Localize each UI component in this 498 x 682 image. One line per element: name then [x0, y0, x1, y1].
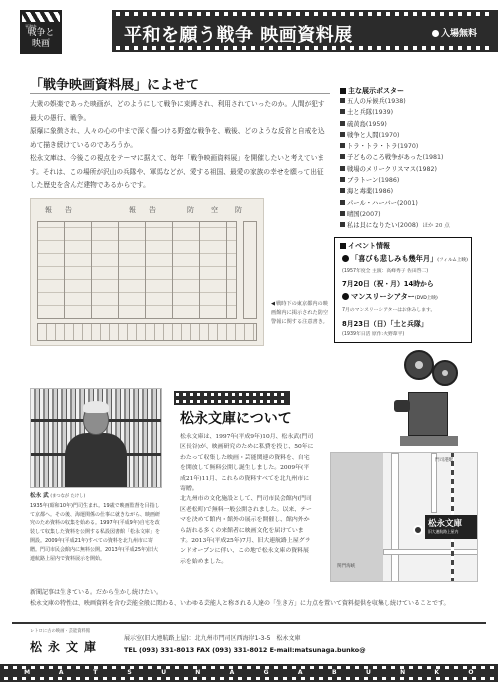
location-sign [425, 515, 477, 539]
person-hair [83, 401, 109, 413]
poster-name: 硫黄島 [347, 120, 366, 128]
circle-bullet-icon [342, 255, 349, 262]
sea-label: 関門海峡 [337, 564, 356, 569]
strip-letter: O [468, 669, 474, 676]
list-item [340, 96, 480, 107]
footer-address: 展示室(旧大連航路上屋)：北九州市門司区西海岸1-3-5 松永文庫 [124, 635, 301, 642]
film-perforation-top [116, 12, 494, 16]
intro-paragraph: 原爆に象徴され、人々の心の中まで深く傷つける野蛮な戦争を、戦後、どのような反省と自戒を込めて描き続けているのであろうか。 [30, 127, 325, 149]
square-bullet-icon [340, 121, 345, 126]
poster-name: ブラトーン [347, 177, 379, 185]
strip-letter: N [195, 669, 201, 676]
square-bullet-icon [340, 109, 345, 114]
poster-name: 戦争と人間 [347, 131, 379, 139]
film-event-tag: (フィルム上映) [437, 258, 468, 263]
intro-divider [30, 93, 330, 94]
poster-name: 晴国 [347, 210, 360, 218]
square-bullet-icon [340, 188, 345, 193]
film-event-detail: (1957年度全 主演：高峰秀子 佐田啓二) [342, 269, 429, 274]
footer-film-strip [0, 664, 498, 682]
strip-letter: K [434, 669, 440, 676]
projector-base [400, 436, 458, 446]
poster-name: パール・ハーバー [347, 199, 397, 207]
poster-year: (1970) [378, 131, 400, 139]
poster-year: (1981) [422, 154, 444, 162]
list-item [340, 220, 480, 232]
badge-line2: 映画 [31, 39, 50, 49]
strip-letter: M [24, 669, 31, 676]
dvd-event-title [342, 292, 472, 302]
list-item [340, 198, 480, 209]
title-film-bar [112, 10, 498, 52]
poster-name: 五人の斥候兵 [347, 98, 385, 105]
person-bio: 1935年(昭和10年)門司生まれ。19歳で映画監督を目指して京都へ。その後、海運関係の仕事に就きながら、映画研究のため資料の収集を始める。1997年(平成9年)自宅を改装して収集した資料を公開する私設図書館「松永文庫」を開設。2009年(平成21年)すべての資料を北九州市に寄贈。門司市民会館内に無料公開。2013年(平成25年)旧大連航路上屋内で資料展示を開始。 [30, 502, 161, 562]
strip-letter: A [58, 669, 64, 676]
closing-note [30, 588, 470, 609]
header [0, 0, 498, 60]
notice-header-char: 防 [235, 206, 248, 214]
notice-footer-band [37, 323, 257, 341]
station-label: 門司港駅 [435, 458, 454, 463]
strip-letter: A [297, 669, 303, 676]
events-heading-text: イベント情報 [348, 242, 390, 250]
badge-text [24, 28, 58, 50]
posters-heading [340, 86, 404, 96]
square-bullet-icon [340, 243, 346, 249]
dvd-event-tag: (DVD上映) [414, 296, 438, 301]
film-event-date: 7月20日（祝・月）14時から [342, 280, 434, 288]
notice-header-char: 空 [211, 206, 224, 214]
map-road [383, 549, 478, 555]
film-perforation-bottom [4, 677, 494, 680]
poster-year: (1986) [378, 177, 400, 185]
notice-table-grid [37, 221, 237, 319]
intro-body [30, 98, 330, 193]
triangle-bullet-icon: ◀ [271, 301, 275, 307]
poster-year: (1939) [372, 109, 394, 117]
footer-contact[interactable]: TEL (093) 331-8013 FAX (093) 331-8012 E-mail:matsunaga.bunko@ [124, 646, 366, 654]
strip-letter: A [229, 669, 235, 676]
about-title: 松永文庫について [180, 411, 292, 427]
footer [0, 622, 498, 682]
about-body [180, 432, 314, 567]
poster-list [340, 96, 480, 233]
intro-paragraph: 大衆の娯楽であった映画が、どのようにして戦争に束縛され、利用されていったのか。人間が犯す最大の愚行、戦争。 [30, 100, 325, 122]
image-caption [271, 300, 331, 327]
strip-letter: T [93, 669, 98, 676]
strip-letter: U [366, 669, 371, 676]
film-perforation-top [176, 393, 288, 396]
about-paragraph: 松永文庫は、1997年(平成9年)10月、松永武(門司区長谷)が、映画研究のために私費を投じ、50年にわたって収集した映画・芸能関連の資料を、自宅を開放して無料公開し誕生しました。2009年(平成21年)11月、これらの資料すべてを北九州市に寄贈。 [180, 434, 314, 493]
strip-letter: G [263, 669, 269, 676]
dvd-event-detail: 7月のマンスリーシアターはお休みします。 [342, 308, 436, 313]
poster-name: 海と毒薬 [347, 188, 373, 196]
dvd-event-sub: (1939年日活 原作:火野葦平) [342, 332, 405, 337]
list-item [340, 130, 480, 141]
location-sign-name: 松永文庫 [428, 519, 463, 529]
poster-name: トラ・トラ・トラ [347, 143, 398, 151]
square-bullet-icon [340, 166, 345, 171]
note-paragraph: 松永文庫の特性は、映画資料を含む芸能全般に関わる、いわゆる芸能人と称される人達の「生き方」に力点を置いて資料提供を収集し続けていることです。 [30, 599, 450, 607]
badge-line1: 戦争と [27, 28, 55, 38]
badge-small-text: 平和を [25, 24, 37, 29]
poster-year: (2007) [359, 210, 381, 218]
person-name: 松永 武 [30, 493, 49, 499]
film-reel-icon [432, 360, 458, 386]
person-figure [65, 433, 127, 488]
intro-title: 「戦争映画資料展」によせて [30, 78, 200, 93]
film-projector-icon [386, 350, 476, 450]
list-item [340, 141, 480, 152]
list-item [340, 119, 480, 130]
list-item [340, 186, 480, 197]
film-event-title [342, 254, 472, 264]
poster-year: (2001) [396, 199, 418, 207]
square-bullet-icon [340, 132, 345, 137]
list-item [340, 209, 480, 220]
air-raid-notice-image [30, 198, 264, 346]
square-bullet-icon [340, 143, 345, 148]
intro-paragraph: 松永文庫は、今後この視点をテーマに据えて、毎年「戦争映画資料展」を開催したいと考えています。それは、この場所が沢山の兵隊や、軍馬などが、愛する祖国、最愛の家族の幸せを願って出征した歴史を含んだ建物であるからです。 [30, 154, 325, 189]
poster-year: (1959) [365, 120, 387, 128]
clapperboard-icon [20, 10, 62, 54]
poster-name: 土と兵隊 [347, 109, 373, 117]
square-bullet-icon [340, 211, 345, 216]
notice-header-char: 報 [45, 206, 58, 214]
map-road [391, 453, 399, 582]
caption-text: 戦時下の東京都内の映画館内に掲示された防空警報に関する注意書き。 [271, 301, 329, 325]
notice-header-char: 報 [129, 206, 142, 214]
about-paragraph: 北九州市の文化施設として、門司市民会館内(門司区老松町)で無料一般公開されました。以来、テーマを決めて館内・館外の展示を開催し、館内外から訪れる多くの来館者に映画文化を届けています。2013年(平成25年)7月、旧大連航路上屋グランドオープンに伴い、この地で松永文庫の資料展示を始めました。 [180, 496, 312, 565]
square-bullet-icon [340, 200, 345, 205]
list-item [340, 164, 480, 175]
square-bullet-icon [340, 154, 345, 159]
film-event-name: 「喜びも悲しみも幾年月」 [351, 254, 438, 263]
projector-body [408, 392, 448, 436]
poster-year: (2008) [397, 222, 419, 230]
list-item [340, 107, 480, 118]
footer-tagline: レトロに古の映画・芸能資料館 [30, 629, 91, 634]
admission-badge [432, 26, 477, 39]
events-heading [340, 241, 390, 251]
poster-year: (1970) [397, 143, 419, 151]
square-bullet-icon [340, 222, 345, 227]
dvd-event-date: 8月23日（日）「土と兵隊」 [342, 320, 428, 328]
poster-note: ほか 20 点 [422, 223, 450, 230]
list-item [340, 175, 480, 186]
location-map [330, 452, 478, 582]
footer-divider [12, 622, 486, 624]
notice-stamp-column [243, 221, 257, 319]
note-paragraph: 新聞記事は生きている。だから生かし続けたい。 [30, 589, 163, 596]
poster-name: 私は貝になりたい [347, 222, 398, 230]
strip-letter: B [332, 669, 337, 676]
notice-header-char: 告 [65, 206, 78, 214]
film-reel-icon [404, 350, 434, 380]
posters-heading-text: 主な展示ポスター [348, 87, 404, 95]
poster-year: (1986) [372, 188, 394, 196]
poster-year: (1982) [416, 165, 437, 173]
poster-name: 子どものころ戦争があった [347, 154, 423, 162]
notice-header [31, 205, 263, 219]
page-title: 平和を願う戦争 映画資料展 [124, 25, 353, 46]
circle-bullet-icon [342, 293, 349, 300]
location-pin-icon [413, 525, 423, 535]
strip-letter: N [400, 669, 406, 676]
film-perforation-bottom [176, 400, 288, 403]
footer-logo: 松永文庫 [30, 640, 103, 654]
bullet-icon [432, 30, 439, 37]
footer-letters [0, 669, 498, 676]
square-bullet-icon [340, 177, 345, 182]
film-strip-ornament [174, 391, 290, 405]
poster-year: (1938) [384, 98, 406, 105]
notice-header-char: 告 [149, 206, 162, 214]
projector-lens [394, 400, 410, 412]
person-name-line [30, 492, 162, 502]
admission-text: 入場無料 [441, 29, 478, 39]
clapper-stripes [22, 12, 60, 22]
list-item [340, 152, 480, 163]
square-bullet-icon [340, 98, 345, 103]
person-reading: (まつなが たけし) [50, 494, 86, 499]
square-bullet-icon [340, 88, 346, 94]
strip-letter: S [127, 669, 132, 676]
portrait-photo [30, 388, 162, 488]
strip-letter: U [161, 669, 167, 676]
poster-name: 戦場のメリークリスマス [347, 165, 417, 173]
dvd-event-name: マンスリーシアター [351, 292, 415, 301]
location-sign-sub: 旧大連航路上屋内 [428, 529, 459, 534]
portrait-caption [30, 492, 162, 563]
notice-header-char: 防 [187, 206, 200, 214]
